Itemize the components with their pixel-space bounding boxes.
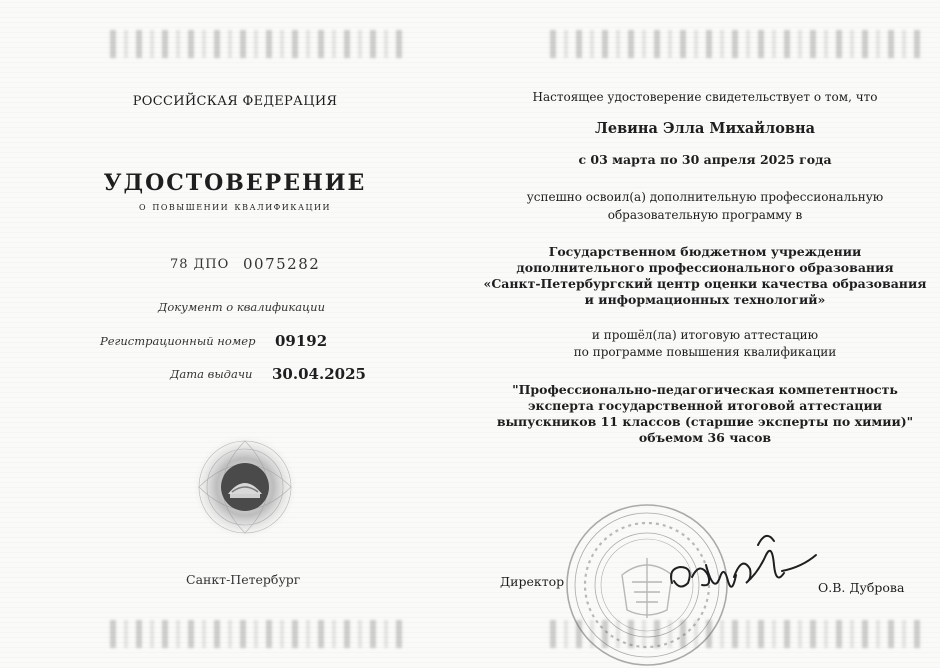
program-line: эксперта государственной итоговой аттестации <box>527 398 883 413</box>
training-period: с 03 марта по 30 апреля 2025 года <box>578 152 832 167</box>
director-name: О.В. Дуброва <box>818 580 905 595</box>
program-line: выпускников 11 классов (старшие эксперты по химии)" <box>496 414 914 429</box>
city-label: Санкт-Петербург <box>186 572 301 587</box>
mastered-line-2: образовательную программу в <box>607 208 803 222</box>
attestation-line-1: и прошёл(ла) итоговую аттестацию <box>591 328 819 342</box>
institution-line: и информационных технологий» <box>584 292 826 307</box>
hologram-emblem-icon <box>190 432 300 542</box>
document-subtitle: о повышении квалификации <box>139 199 331 213</box>
decorative-ornament-bottom <box>110 620 410 648</box>
certificate-intro: Настоящее удостоверение свидетельствует о том, что <box>532 90 878 104</box>
issue-date: 30.04.2025 <box>272 365 366 383</box>
country-label: РОССИЙСКАЯ ФЕДЕРАЦИЯ <box>132 94 338 109</box>
program-line: "Профессионально-педагогическая компетентность <box>512 382 898 397</box>
document-series: 78 ДПО <box>170 257 230 272</box>
attestation-line-2: по программе повышения квалификации <box>573 345 837 359</box>
director-signature-icon <box>662 525 822 615</box>
document-title: УДОСТОВЕРЕНИЕ <box>103 170 367 196</box>
right-page <box>470 0 940 668</box>
institution-line: Государственном бюджетном учреждении <box>548 244 862 259</box>
holder-full-name: Левина Элла Михайловна <box>595 120 815 137</box>
institution-line: дополнительного профессионального образования <box>516 260 894 275</box>
registration-number: 09192 <box>275 332 328 350</box>
issue-date-label: Дата выдачи <box>170 367 253 381</box>
director-label: Директор <box>500 574 565 589</box>
decorative-ornament-top <box>110 30 410 58</box>
institution-line: «Санкт-Петербургский центр оценки качества образования <box>483 276 927 291</box>
document-kind: Документ о квалификации <box>158 300 325 314</box>
decorative-ornament-top-right <box>550 30 920 58</box>
program-line: объемом 36 часов <box>638 430 772 445</box>
registration-label: Регистрационный номер <box>100 334 256 348</box>
mastered-line-1: успешно освоил(а) дополнительную профессиональную <box>526 190 884 204</box>
document-number: 0075282 <box>243 255 321 273</box>
